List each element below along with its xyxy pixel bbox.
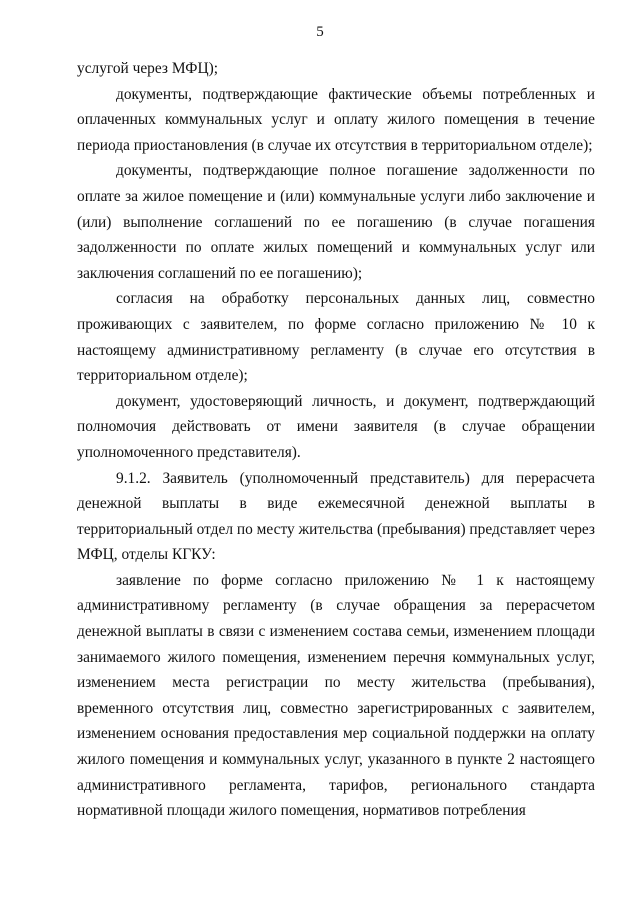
- paragraph-consumption-documents: документы, подтверждающие фактические объемы потребленных и оплаченных коммунальных услуг и оплату жилого помещения в течение периода приостановления (в случае их отсутствия в территориальном отделе);: [77, 85, 595, 154]
- paragraph-debt-repayment-documents: документы, подтверждающие полное погашение задолженности по оплате за жилое помещение и (или) коммунальные услуги либо заключение и (или) выполнение соглашений по ее погашению (в случае погашения задолженности по оплате жилых помещений и коммунальных услуг или заключения соглашений по ее погашению);: [77, 162, 595, 282]
- page-number: 5: [316, 24, 324, 40]
- document-body: [77, 56, 595, 824]
- paragraph-continuation: услугой через МФЦ);: [77, 60, 218, 77]
- paragraph-application-form: заявление по форме согласно приложению № 1 к настоящему административному регламенту (в случае обращения за перерасчетом денежной выплаты в связи с изменением состава семьи, изменением площади занимаемого жилого помещения, изменением перечня коммунальных услуг, изменением места регистрации по месту жительства (пребывания), временного отсутствия лиц, совместно зарегистрированных с заявителем, изменением основания предоставления мер социальной поддержки на оплату жилого помещения и коммунальных услуг, указанного в пункте 2 настоящего административного регламента, тарифов, регионального стандарта нормативной площади жилого помещения, нормативов потребления: [77, 571, 595, 820]
- paragraph-identity-documents: документ, удостоверяющий личность, и документ, подтверждающий полномочия действовать от имени заявителя (в случае обращении уполномоченного представителя).: [77, 392, 595, 461]
- paragraph-personal-data-consent: согласия на обработку персональных данных лиц, совместно проживающих с заявителем, по форме согласно приложению № 10 к настоящему административному регламенту (в случае его отсутствия в территориальном отделе);: [77, 290, 595, 385]
- paragraph-section-9-1-2: 9.1.2. Заявитель (уполномоченный представитель) для перерасчета денежной выплаты в виде ежемесячной денежной выплаты в территориальный отдел по месту жительства (пребывания) представляет через МФЦ, отделы КГКУ:: [77, 469, 595, 564]
